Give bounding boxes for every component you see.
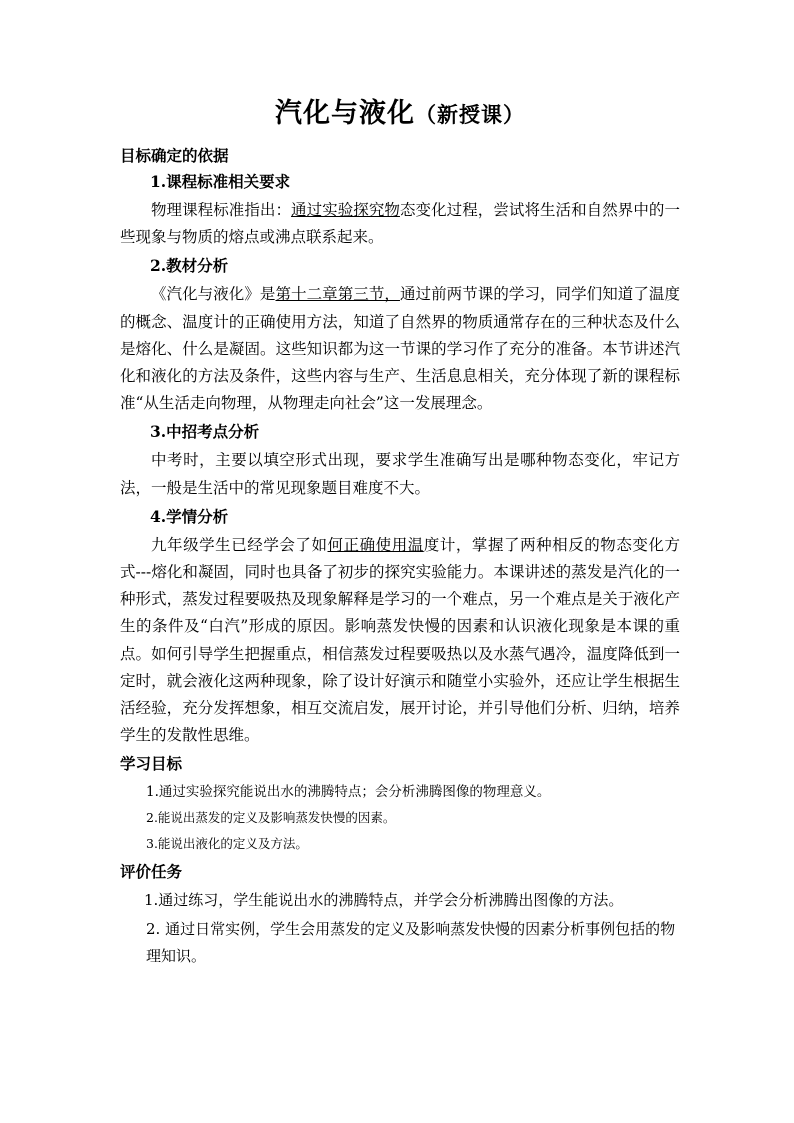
subheading-students: 4.学情分析 [150, 506, 229, 526]
underlined-text: 通过实验探究物 [291, 201, 400, 219]
text-span: 通过前两节课的学习，同学们知道了温度的概念、温度计的正确使用方法，知道了自然界的物质通常存在的三种状态及什么是熔化、什么是凝固。这些知识都为这一节课的学习作了充分的准备。本节讲述汽化和液化的方法及条件，这些内容与生产、生活息息相关，充分体现了新的课程标准“从生活走向物理，从物理走向社会”这一发展理念。 [120, 285, 680, 413]
section-heading-goals: 学习目标 [120, 754, 183, 774]
goal-item-2: 2.能说出蒸发的定义及影响蒸发快慢的因素。 [146, 810, 396, 826]
goal-item-3: 3.能说出液化的定义及方法。 [146, 836, 308, 852]
subheading-exam: 3.中招考点分析 [150, 422, 260, 442]
eval-task-2: 2. 通过日常实例，学生会用蒸发的定义及影响蒸发快慢的因素分析事例包括的物理知识。 [146, 920, 676, 966]
title-sub: （新授课） [415, 102, 525, 127]
text-span: 度计，掌握了两种相反的物态变化方式---熔化和凝固，同时也具备了初步的探究实验能力。本课讲述的蒸发是汽化的一种形式，蒸发过程要吸热及现象解释是学习的一个难点，另一个难点是关于液化产生的条件及“白汽”形成的原因。影响蒸发快慢的因素和认识液化现象是本课的重点。如何引导学生把握重点，相信蒸发过程要吸热以及水蒸气遇冷，温度降低到一定时，就会液化这两种现象，除了设计好演示和随堂小实验外，还应让学生根据生活经验，充分发挥想象，相互交流启发，展开讨论，并引导他们分析、归纳，培养学生的发散性思维。 [120, 535, 680, 745]
text-span: 《汽化与液化》是 [151, 285, 276, 304]
paragraph-exam: 中考时，主要以填空形式出现，要求学生准确写出是哪种物态变化，牢记方法，一般是生活中的常见现象题目难度不大。 [120, 451, 680, 497]
document-page [120, 96, 680, 970]
page-title [120, 96, 680, 133]
underlined-text: 何正确使用温 [327, 535, 424, 554]
underlined-text: 第十二章第三节， [275, 285, 400, 304]
eval-task-1: 1.通过练习，学生能说出水的沸腾特点，并学会分析沸腾出图像的方法。 [144, 891, 624, 910]
text-span: 物理课程标准指出： [151, 201, 292, 219]
section-heading-basis: 目标确定的依据 [120, 146, 229, 165]
section-heading-eval: 评价任务 [120, 862, 183, 882]
goal-item-1: 1.通过实验探究能说出水的沸腾特点；会分析沸腾图像的物理意义。 [146, 784, 551, 801]
title-main: 汽化与液化 [275, 98, 415, 129]
paragraph-textbook [120, 281, 680, 417]
subheading-curriculum: 1.课程标准相关要求 [150, 172, 291, 191]
text-span: 九年级学生已经学会了如 [151, 535, 328, 554]
text-span: 态变化过程，尝试将生活和自然界中的一些现象与物质的熔点或沸点联系起来。 [120, 201, 680, 247]
subheading-textbook: 2.教材分析 [150, 256, 229, 276]
paragraph-students [120, 532, 680, 750]
paragraph-curriculum [120, 197, 680, 251]
